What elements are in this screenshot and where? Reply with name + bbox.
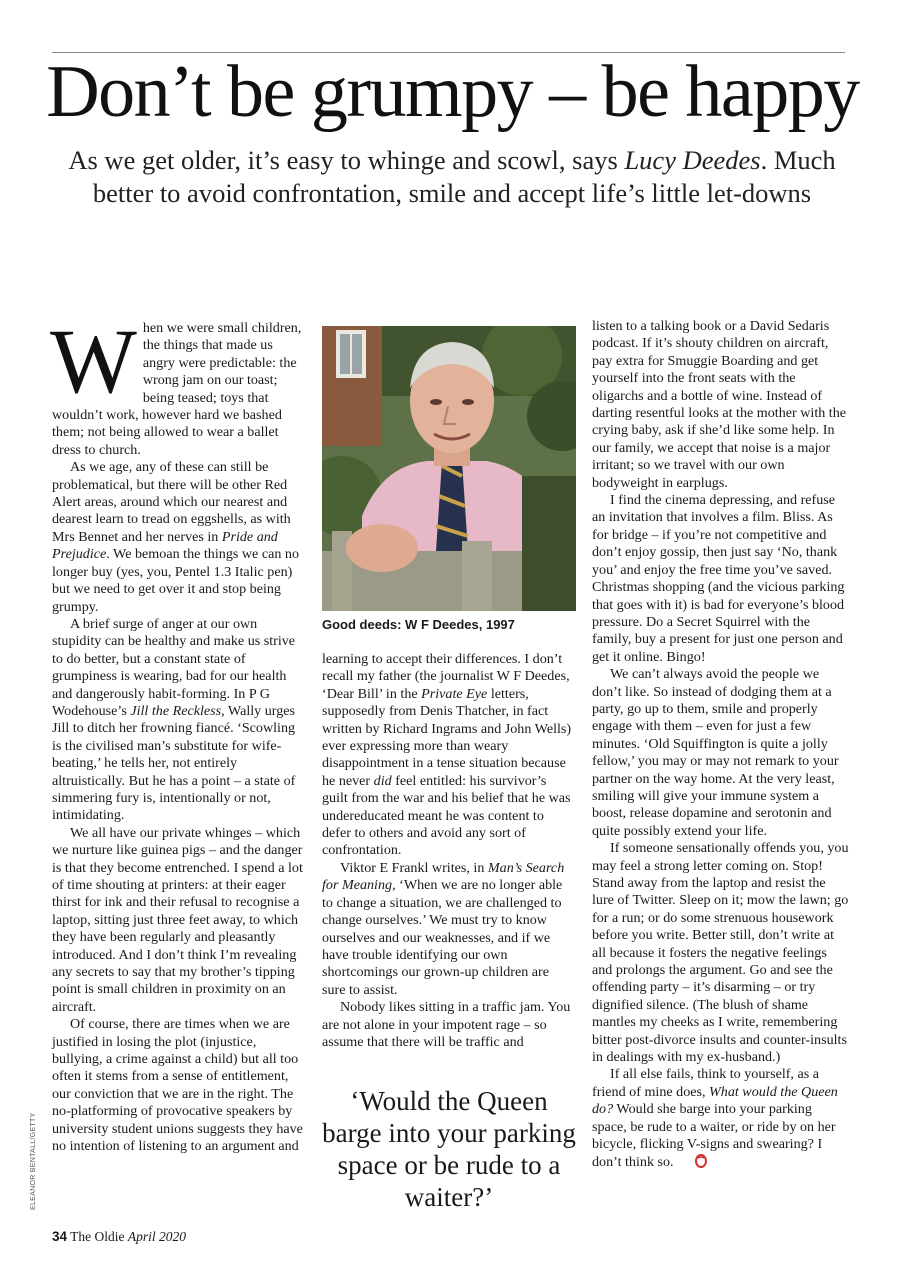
paragraph-text: If all else fails, think to yourself, as a friend of mine does, [592,1066,819,1100]
body-paragraph: I find the cinema depressing, and refuse an invitation that involves a film. Bliss. As for bridge – if you’re not competitive and don’t enjoy gossip, then just say ‘No, thank you’ and enjoy the free time you’ve saved. Christmas shopping (and the vicious parking that goes with it) is bad for everyone’s blood pressure. Do a Secret Squirrel with the family, buy a present for just one person and get it online. Bingo! [592,492,845,665]
body-paragraph: Of course, there are times when we are justified in losing the plot (injustice, bullying, a crime against a child) but all too often it stems from a sense of entitlement, our conviction that we are in the right. The no-platforming of provocative speakers by university student unions suggests they have no intention of listening to an argument and [52,1016,303,1155]
paragraph-text: As we age, any of these can still be problematical, but there will be other Red Alert areas, around which our nearest and dearest learn to tread on eggshells, as with Mrs Bennet and her nerves in [52,459,291,545]
body-paragraph: We can’t always avoid the people we don’t like. So instead of dodging them at a party, go up to them, smile and properly engage with them – even for just a few minutes. ‘Old Squiffington is quite a jolly fellow,’ you may or may not remark to your partner on the way home. At the very least, smiling will give your immune system a boost, release dopamine and serotonin and quite possibly extend your life. [592,666,839,839]
emphasis: What would the Queen do? [592,1083,838,1118]
drop-cap: W [50,310,137,412]
body-paragraph: listen to a talking book or a David Sedaris podcast. If it’s shouty children on aircraft, pay extra for Smuggie Boarding and get yourself into the front seats with the oligarchs and a bottle of wine. Instead of darting resentful looks at the mother with the crying baby, ask if she’d like some help. In our family, we accept that noise is a major irritant; so we travel with our own bodyweight in earplugs. [592,318,847,491]
standfirst [52,144,852,210]
photo-caption: Good deeds: W F Deedes, 1997 [322,617,515,632]
portrait-illustration [322,326,576,611]
body-paragraph [50,310,307,459]
body-paragraph [592,1066,850,1172]
paragraph-text: . We bemoan the things we can no longer buy (yes, you, Pentel 1.3 Italic pen) but we need to get over it and stop being grumpy. [52,546,300,615]
emphasis: did [373,772,392,789]
paragraph-text: Would she barge into your parking space, be rude to a waiter, or ride by on her bicycle, flicking V-signs and swearing? I don’t think so. [592,1101,836,1170]
paragraph-text: Viktor E Frankl writes, in [340,859,488,876]
body-paragraph [52,459,307,616]
paragraph-text: , ‘When we are no longer able to change a situation, we are challenged to change ourselves.’ We must try to know ourselves and our weaknesses, and if we have trouble identifying our own shortcomings our grown-up children are sure to assist. [322,877,563,998]
paragraph-text: learning to accept their differences. I don’t recall my father (the journalist W F Deedes, ‘Dear Bill’ in the [322,651,570,702]
photo-credit: ELEANOR BENTALL/GETTY [30,1112,37,1210]
body-paragraph: We all have our private whinges – which we nurture like guinea pigs – and the danger is that they become entrenched. I spend a lot of time shouting at printers: at their eager thirst for ink and their refusal to recognise a laptop, sitting just three feet away, to which they have been regularly and pleasantly introduced. And I don’t think I’m revealing any secrets to say that my brother’s tipping point is small children in proximity on an aircraft. [52,824,303,1015]
author-name: Lucy Deedes [624,145,761,175]
paragraph-text: letters, supposedly from Denis Thatcher, in fact written by Richard Ingrams and John Wells) ever expressing more than weary disappointment in a tense situation because he never [322,685,572,789]
body-column-2 [322,651,572,1051]
book-title: Pride and Prejudice [52,528,278,563]
headline: Don’t be grumpy – be happy [46,51,859,133]
paragraph-text: hen we were small children, the things that made us angry were predictable: the wrong jam on our toast; being teased; toys that wouldn’t work, however hard we bashed them; not being allowed to wear a ballet dress to church. [52,320,302,458]
body-paragraph: Nobody likes sitting in a traffic jam. You are not alone in your impotent rage – so assume that there will be traffic and [322,999,571,1050]
standfirst-text-end: . Much better to avoid confrontation, smile and accept life’s little let-downs [92,145,836,208]
body-paragraph [322,651,572,860]
body-column-1 [50,310,307,1156]
pull-quote: ‘Would the Queen barge into your parking space or be rude to a waiter?’ [322,1086,576,1212]
page-footer [52,1229,186,1245]
book-title: Man’s Search for Meaning [322,859,565,894]
magazine-name: The Oldie [70,1229,125,1244]
issue-date: April 2020 [127,1229,187,1244]
paragraph-text: , Wally urges Jill to ditch her frowning fiancé. ‘Scowling is the civilised man’s substitute for wife-beating,’ he tells her, not entirely altruistically. But he has a point – a state of simmering fury is, intentionally or not, intimidating. [52,702,296,824]
body-paragraph [52,616,307,825]
standfirst-text: As we get older, it’s easy to whinge and scowl, says [68,145,625,175]
paragraph-text: A brief surge of anger at our own stupidity can be healthy and make us strive to do better, but a constant state of grumpiness is wearing, bad for our health and dangerously habit-forming. In P G Wodehouse’s [52,615,296,719]
paragraph-text: feel entitled: his survivor’s guilt from the war and his belief that he was undereducated meant he was content to defer to others and avoid any sort of confrontation. [322,772,571,859]
page-number: 34 [52,1229,68,1244]
oldie-logo-icon [677,1154,707,1173]
body-paragraph [322,860,572,999]
book-title: Jill the Reckless [130,702,222,719]
body-paragraph: If someone sensationally offends you, you may feel a strong letter coming on. Stop! Stand away from the laptop and resist the lure of Twitter. Sleep on it; mow the lawn; go for a run; or do some strenuous housework before you write. Better still, don’t write at all because it fosters the negative feelings and prolongs the argument. Go and see the offending party – it’s disarming – or try dignified silence. (The blush of shame mantles my cheeks as I write, remembering bitter post-divorce insults and counter-insults in dealings with my ex-husband.) [592,840,849,1066]
publication-title: Private Eye [421,685,488,702]
photo-wf-deedes [322,326,576,611]
body-column-3 [592,318,850,1173]
